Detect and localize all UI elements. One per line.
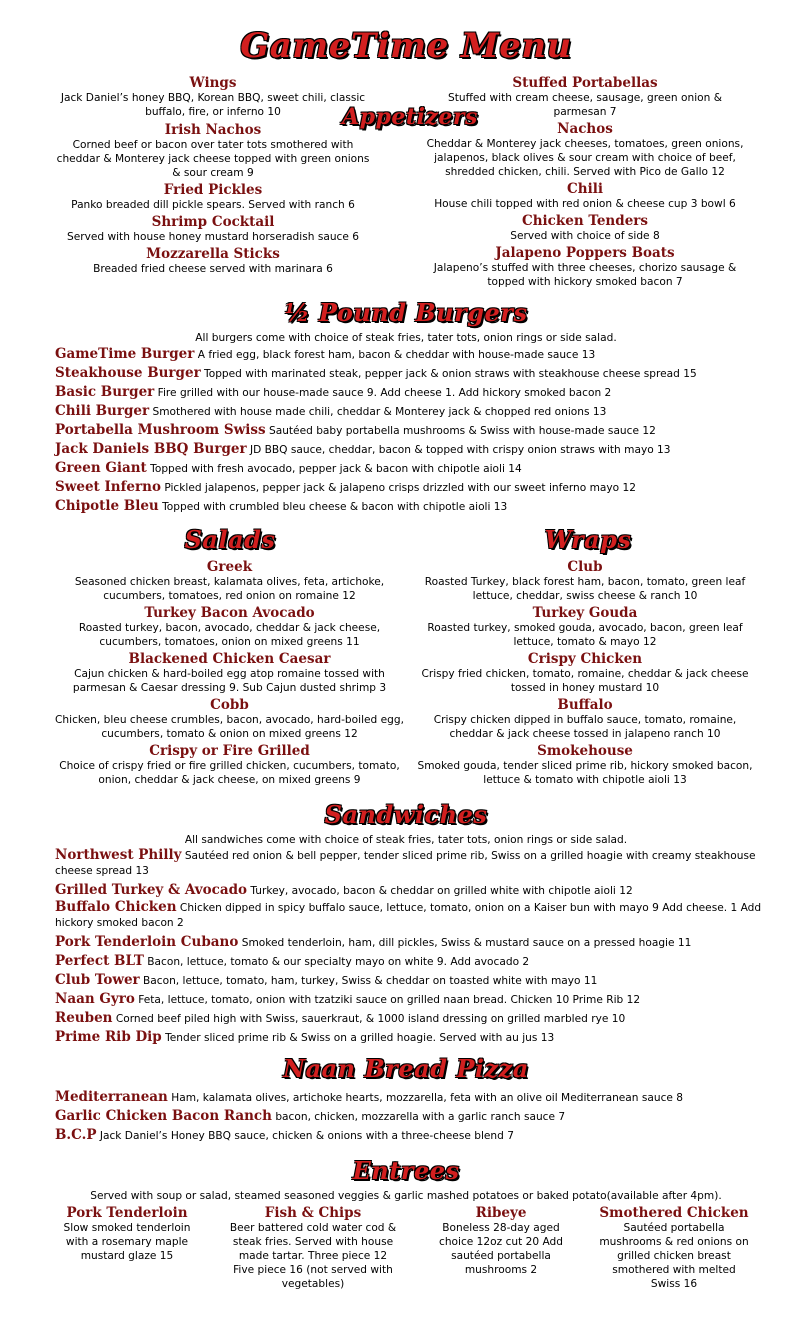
item-name: Club Tower xyxy=(55,972,140,988)
item-desc: Turkey, avocado, bacon & cheddar on grilled white with chipotle aioli 12 xyxy=(247,885,633,897)
list-item xyxy=(55,848,775,879)
item-desc: A fried egg, black forest ham, bacon & cheddar with house-made sauce 13 xyxy=(194,349,596,361)
menu-title: GameTime Menu xyxy=(240,26,572,66)
item-name: Chili Burger xyxy=(55,403,150,419)
item-name: Crispy or Fire Grilled xyxy=(149,743,310,759)
menu-item xyxy=(414,121,756,179)
item-desc: Panko breaded dill pickle spears. Served with ranch 6 xyxy=(71,199,355,211)
item-desc: Corned beef piled high with Swiss, sauerkraut, & 1000 island dressing on grilled marbled rye 10 xyxy=(112,1013,626,1025)
list-item xyxy=(55,345,775,364)
menu-item xyxy=(52,122,374,180)
menu-item xyxy=(414,697,756,741)
item-name: Shrimp Cocktail xyxy=(151,214,275,230)
menu-item xyxy=(52,697,407,741)
entree-column xyxy=(52,1205,202,1263)
item-name: Prime Rib Dip xyxy=(55,1029,162,1045)
item-desc: Crispy fried chicken, tomato, romaine, cheddar & jack cheese tossed in honey mustard 10 xyxy=(421,668,749,694)
item-desc: Cajun chicken & hard-boiled egg atop romaine tossed with parmesan & Caesar dressing 9. Sub Cajun dusted shrimp 3 xyxy=(72,668,387,694)
list-item xyxy=(55,881,775,900)
item-name: Chipotle Bleu xyxy=(55,498,159,514)
item-name: Buffalo Chicken xyxy=(55,899,177,915)
item-desc: Topped with crumbled bleu cheese & bacon with chipotle aioli 13 xyxy=(158,501,508,513)
item-name: Jalapeno Poppers Boats xyxy=(495,245,675,261)
item-desc: Feta, lettuce, tomato, onion with tzatziki sauce on grilled naan bread. Chicken 10 Prime Rib 12 xyxy=(134,994,641,1006)
item-name: Jack Daniels BBQ Burger xyxy=(55,441,247,457)
menu-item xyxy=(52,182,374,212)
item-name: Stuffed Portabellas xyxy=(512,75,658,91)
menu-item xyxy=(414,181,756,211)
item-desc: Sautéed portabella mushrooms & red onions on grilled chicken breast smothered with melted Swiss 16 xyxy=(599,1222,749,1290)
item-desc: Chicken dipped in spicy buffalo sauce, lettuce, tomato, onion on a Kaiser bun with mayo 9 Add cheese. 1 Add hickory smoked bacon 2 xyxy=(55,902,762,929)
appetizers-right-column xyxy=(414,75,756,289)
list-item xyxy=(55,1088,775,1107)
menu-item xyxy=(52,743,407,787)
list-item xyxy=(55,383,775,402)
item-name: Fish & Chips xyxy=(264,1205,362,1221)
list-item xyxy=(55,952,775,971)
item-name: Irish Nachos xyxy=(164,122,262,138)
item-desc: Boneless 28-day aged choice 12oz cut 20 Add sautéed portabella mushrooms 2 xyxy=(439,1222,563,1276)
item-desc: Roasted turkey, smoked gouda, avocado, bacon, green leaf lettuce, tomato & mayo 12 xyxy=(427,622,743,648)
list-item xyxy=(55,478,775,497)
item-desc: Jalapeno’s stuffed with three cheeses, chorizo sausage & topped with hickory smoked bacon 7 xyxy=(433,262,737,288)
list-item xyxy=(55,900,775,931)
item-desc: Served with house honey mustard horseradish sauce 6 xyxy=(66,231,360,243)
item-name: Fried Pickles xyxy=(163,182,263,198)
item-desc: Bacon, lettuce, tomato, ham, turkey, Swiss & cheddar on toasted white with mayo 11 xyxy=(139,975,598,987)
list-item xyxy=(55,1126,775,1145)
item-desc: Served with choice of side 8 xyxy=(510,230,660,242)
item-name: Club xyxy=(567,559,603,575)
menu-item xyxy=(414,559,756,603)
item-name: B.C.P xyxy=(55,1127,97,1143)
list-item xyxy=(55,1009,775,1028)
entrees-note: Served with soup or salad, steamed seasoned veggies & garlic mashed potatoes or baked potato(available after 4pm). xyxy=(90,1190,722,1202)
list-item xyxy=(55,971,775,990)
item-name: GameTime Burger xyxy=(55,346,195,362)
item-name: Cobb xyxy=(210,697,249,713)
pizza-list xyxy=(55,1088,775,1145)
menu-item xyxy=(414,605,756,649)
sandwiches-list xyxy=(55,848,775,1047)
item-name: Wings xyxy=(189,75,237,91)
item-name: Steakhouse Burger xyxy=(55,365,201,381)
item-name: Buffalo xyxy=(557,697,613,713)
list-item xyxy=(55,402,775,421)
section-title-appetizers: Appetizers xyxy=(342,104,478,130)
item-name: Sweet Inferno xyxy=(55,479,161,495)
item-name: Chicken Tenders xyxy=(521,213,648,229)
item-name: Smothered Chicken xyxy=(599,1205,749,1221)
item-name: Naan Gyro xyxy=(55,991,135,1007)
list-item xyxy=(55,1107,775,1126)
item-desc: Smoked tenderloin, ham, dill pickles, Swiss & mustard sauce on a pressed hoagie 11 xyxy=(238,937,692,949)
menu-item xyxy=(414,75,756,119)
item-name: Turkey Gouda xyxy=(532,605,638,621)
item-desc: Chicken, bleu cheese crumbles, bacon, avocado, hard-boiled egg, cucumbers, tomato & onion on mixed greens 12 xyxy=(55,714,404,740)
item-name: Greek xyxy=(206,559,253,575)
burgers-note: All burgers come with choice of steak fries, tater tots, onion rings or side salad. xyxy=(195,332,617,344)
item-name: Portabella Mushroom Swiss xyxy=(55,422,266,438)
burgers-list xyxy=(55,345,775,516)
item-desc: Corned beef or bacon over tater tots smothered with cheddar & Monterey jack cheese topped with green onions & sour cream 9 xyxy=(56,139,370,179)
section-title-entrees: Entrees xyxy=(352,1156,460,1185)
item-desc: JD BBQ sauce, cheddar, bacon & topped with crispy onion straws with mayo 13 xyxy=(246,444,671,456)
list-item xyxy=(55,421,775,440)
item-name: Mozzarella Sticks xyxy=(146,246,280,262)
item-name: Crispy Chicken xyxy=(527,651,643,667)
item-desc: Slow smoked tenderloin with a rosemary maple mustard glaze 15 xyxy=(63,1222,191,1262)
item-name: Mediterranean xyxy=(55,1089,168,1105)
menu-item xyxy=(414,651,756,695)
item-desc: Stuffed with cream cheese, sausage, green onion & parmesan 7 xyxy=(448,92,722,118)
item-desc: bacon, chicken, mozzarella with a garlic ranch sauce 7 xyxy=(271,1111,566,1123)
item-desc: Bacon, lettuce, tomato & our specialty mayo on white 9. Add avocado 2 xyxy=(143,956,530,968)
list-item xyxy=(55,497,775,516)
item-desc: Smothered with house made chili, cheddar & Monterey jack & chopped red onions 13 xyxy=(149,406,607,418)
section-title-salads: Salads xyxy=(184,525,276,554)
item-desc: Sautéed red onion & bell pepper, tender sliced prime rib, Swiss on a grilled hoagie with creamy steakhouse cheese spread 13 xyxy=(55,850,756,877)
item-name: Perfect BLT xyxy=(55,953,144,969)
item-desc: Topped with fresh avocado, pepper jack & bacon with chipotle aioli 14 xyxy=(146,463,522,475)
item-desc: Choice of crispy fried or fire grilled chicken, cucumbers, tomato, onion, cheddar & jack cheese, on mixed greens 9 xyxy=(59,760,400,786)
item-desc: Seasoned chicken breast, kalamata olives, feta, artichoke, cucumbers, tomatoes, red onion on romaine 12 xyxy=(74,576,385,602)
wraps-column xyxy=(414,559,756,787)
entree-column xyxy=(217,1205,409,1291)
item-desc: Pickled jalapenos, pepper jack & jalapeno crisps drizzled with our sweet inferno mayo 12 xyxy=(160,482,636,494)
item-desc: Crispy chicken dipped in buffalo sauce, tomato, romaine, cheddar & jack cheese tossed in jalapeno ranch 10 xyxy=(433,714,737,740)
list-item xyxy=(55,990,775,1009)
entree-column xyxy=(428,1205,574,1277)
item-name: Smokehouse xyxy=(537,743,633,759)
item-desc: Cheddar & Monterey jack cheeses, tomatoes, green onions, jalapenos, black olives & sour cream with choice of beef, shredded chicken, chili. Served with Pico de Gallo 12 xyxy=(426,138,744,178)
item-desc: Tender sliced prime rib & Swiss on a grilled hoagie. Served with au jus 13 xyxy=(161,1032,555,1044)
item-desc: Jack Daniel’s honey BBQ, Korean BBQ, sweet chili, classic buffalo, fire, or inferno 10 xyxy=(60,92,366,118)
entree-column xyxy=(586,1205,762,1291)
item-desc: Breaded fried cheese served with marinara 6 xyxy=(93,263,333,275)
item-name: Basic Burger xyxy=(55,384,155,400)
item-name: Ribeye xyxy=(475,1205,527,1221)
item-desc: Fire grilled with our house-made sauce 9. Add cheese 1. Add hickory smoked bacon 2 xyxy=(154,387,612,399)
list-item xyxy=(55,933,775,952)
item-desc: Topped with marinated steak, pepper jack & onion straws with steakhouse cheese spread 15 xyxy=(200,368,697,380)
menu-item xyxy=(52,651,407,695)
menu-item xyxy=(414,213,756,243)
item-desc: Roasted turkey, bacon, avocado, cheddar & jack cheese, cucumbers, tomatoes, onion on mixed greens 11 xyxy=(78,622,381,648)
item-name: Chili xyxy=(567,181,603,197)
item-name: Garlic Chicken Bacon Ranch xyxy=(55,1108,272,1124)
item-desc: House chili topped with red onion & cheese cup 3 bowl 6 xyxy=(434,198,736,210)
item-desc: Beer battered cold water cod & steak fries. Served with house made tartar. Three piece 12 Five piece 16 (not served with vegetables) xyxy=(229,1222,397,1290)
item-name: Blackened Chicken Caesar xyxy=(128,651,331,667)
item-name: Nachos xyxy=(557,121,613,137)
appetizers-left-column xyxy=(52,75,374,276)
list-item xyxy=(55,440,775,459)
item-name: Turkey Bacon Avocado xyxy=(144,605,315,621)
menu-item xyxy=(414,743,756,787)
section-title-pizza: Naan Bread Pizza xyxy=(283,1054,529,1083)
section-title-burgers: ½ Pound Burgers xyxy=(284,298,528,327)
item-name: Grilled Turkey & Avocado xyxy=(55,882,248,898)
item-desc: Sautéed baby portabella mushrooms & Swiss with house-made sauce 12 xyxy=(265,425,656,437)
item-name: Green Giant xyxy=(55,460,147,476)
item-desc: Smoked gouda, tender sliced prime rib, hickory smoked bacon, lettuce & tomato with chipotle aioli 13 xyxy=(417,760,753,786)
menu-item xyxy=(414,245,756,289)
menu-item xyxy=(52,559,407,603)
item-desc: Jack Daniel’s Honey BBQ sauce, chicken & onions with a three-cheese blend 7 xyxy=(96,1130,514,1142)
section-title-wraps: Wraps xyxy=(544,525,632,554)
section-title-sandwiches: Sandwiches xyxy=(324,800,488,829)
item-name: Reuben xyxy=(55,1010,113,1026)
list-item xyxy=(55,364,775,383)
sandwiches-note: All sandwiches come with choice of steak fries, tater tots, onion rings or side salad. xyxy=(184,834,628,846)
menu-item xyxy=(52,214,374,244)
salads-column xyxy=(52,559,407,787)
menu-item xyxy=(52,605,407,649)
list-item xyxy=(55,459,775,478)
item-desc: Roasted Turkey, black forest ham, bacon, tomato, green leaf lettuce, cheddar, swiss cheese & ranch 10 xyxy=(424,576,746,602)
item-name: Northwest Philly xyxy=(55,847,182,863)
menu-item xyxy=(52,75,374,119)
item-desc: Ham, kalamata olives, artichoke hearts, mozzarella, feta with an olive oil Mediterranean sauce 8 xyxy=(167,1092,684,1104)
list-item xyxy=(55,1028,775,1047)
item-name: Pork Tenderloin xyxy=(66,1205,188,1221)
item-name: Pork Tenderloin Cubano xyxy=(55,934,239,950)
menu-item xyxy=(52,246,374,276)
